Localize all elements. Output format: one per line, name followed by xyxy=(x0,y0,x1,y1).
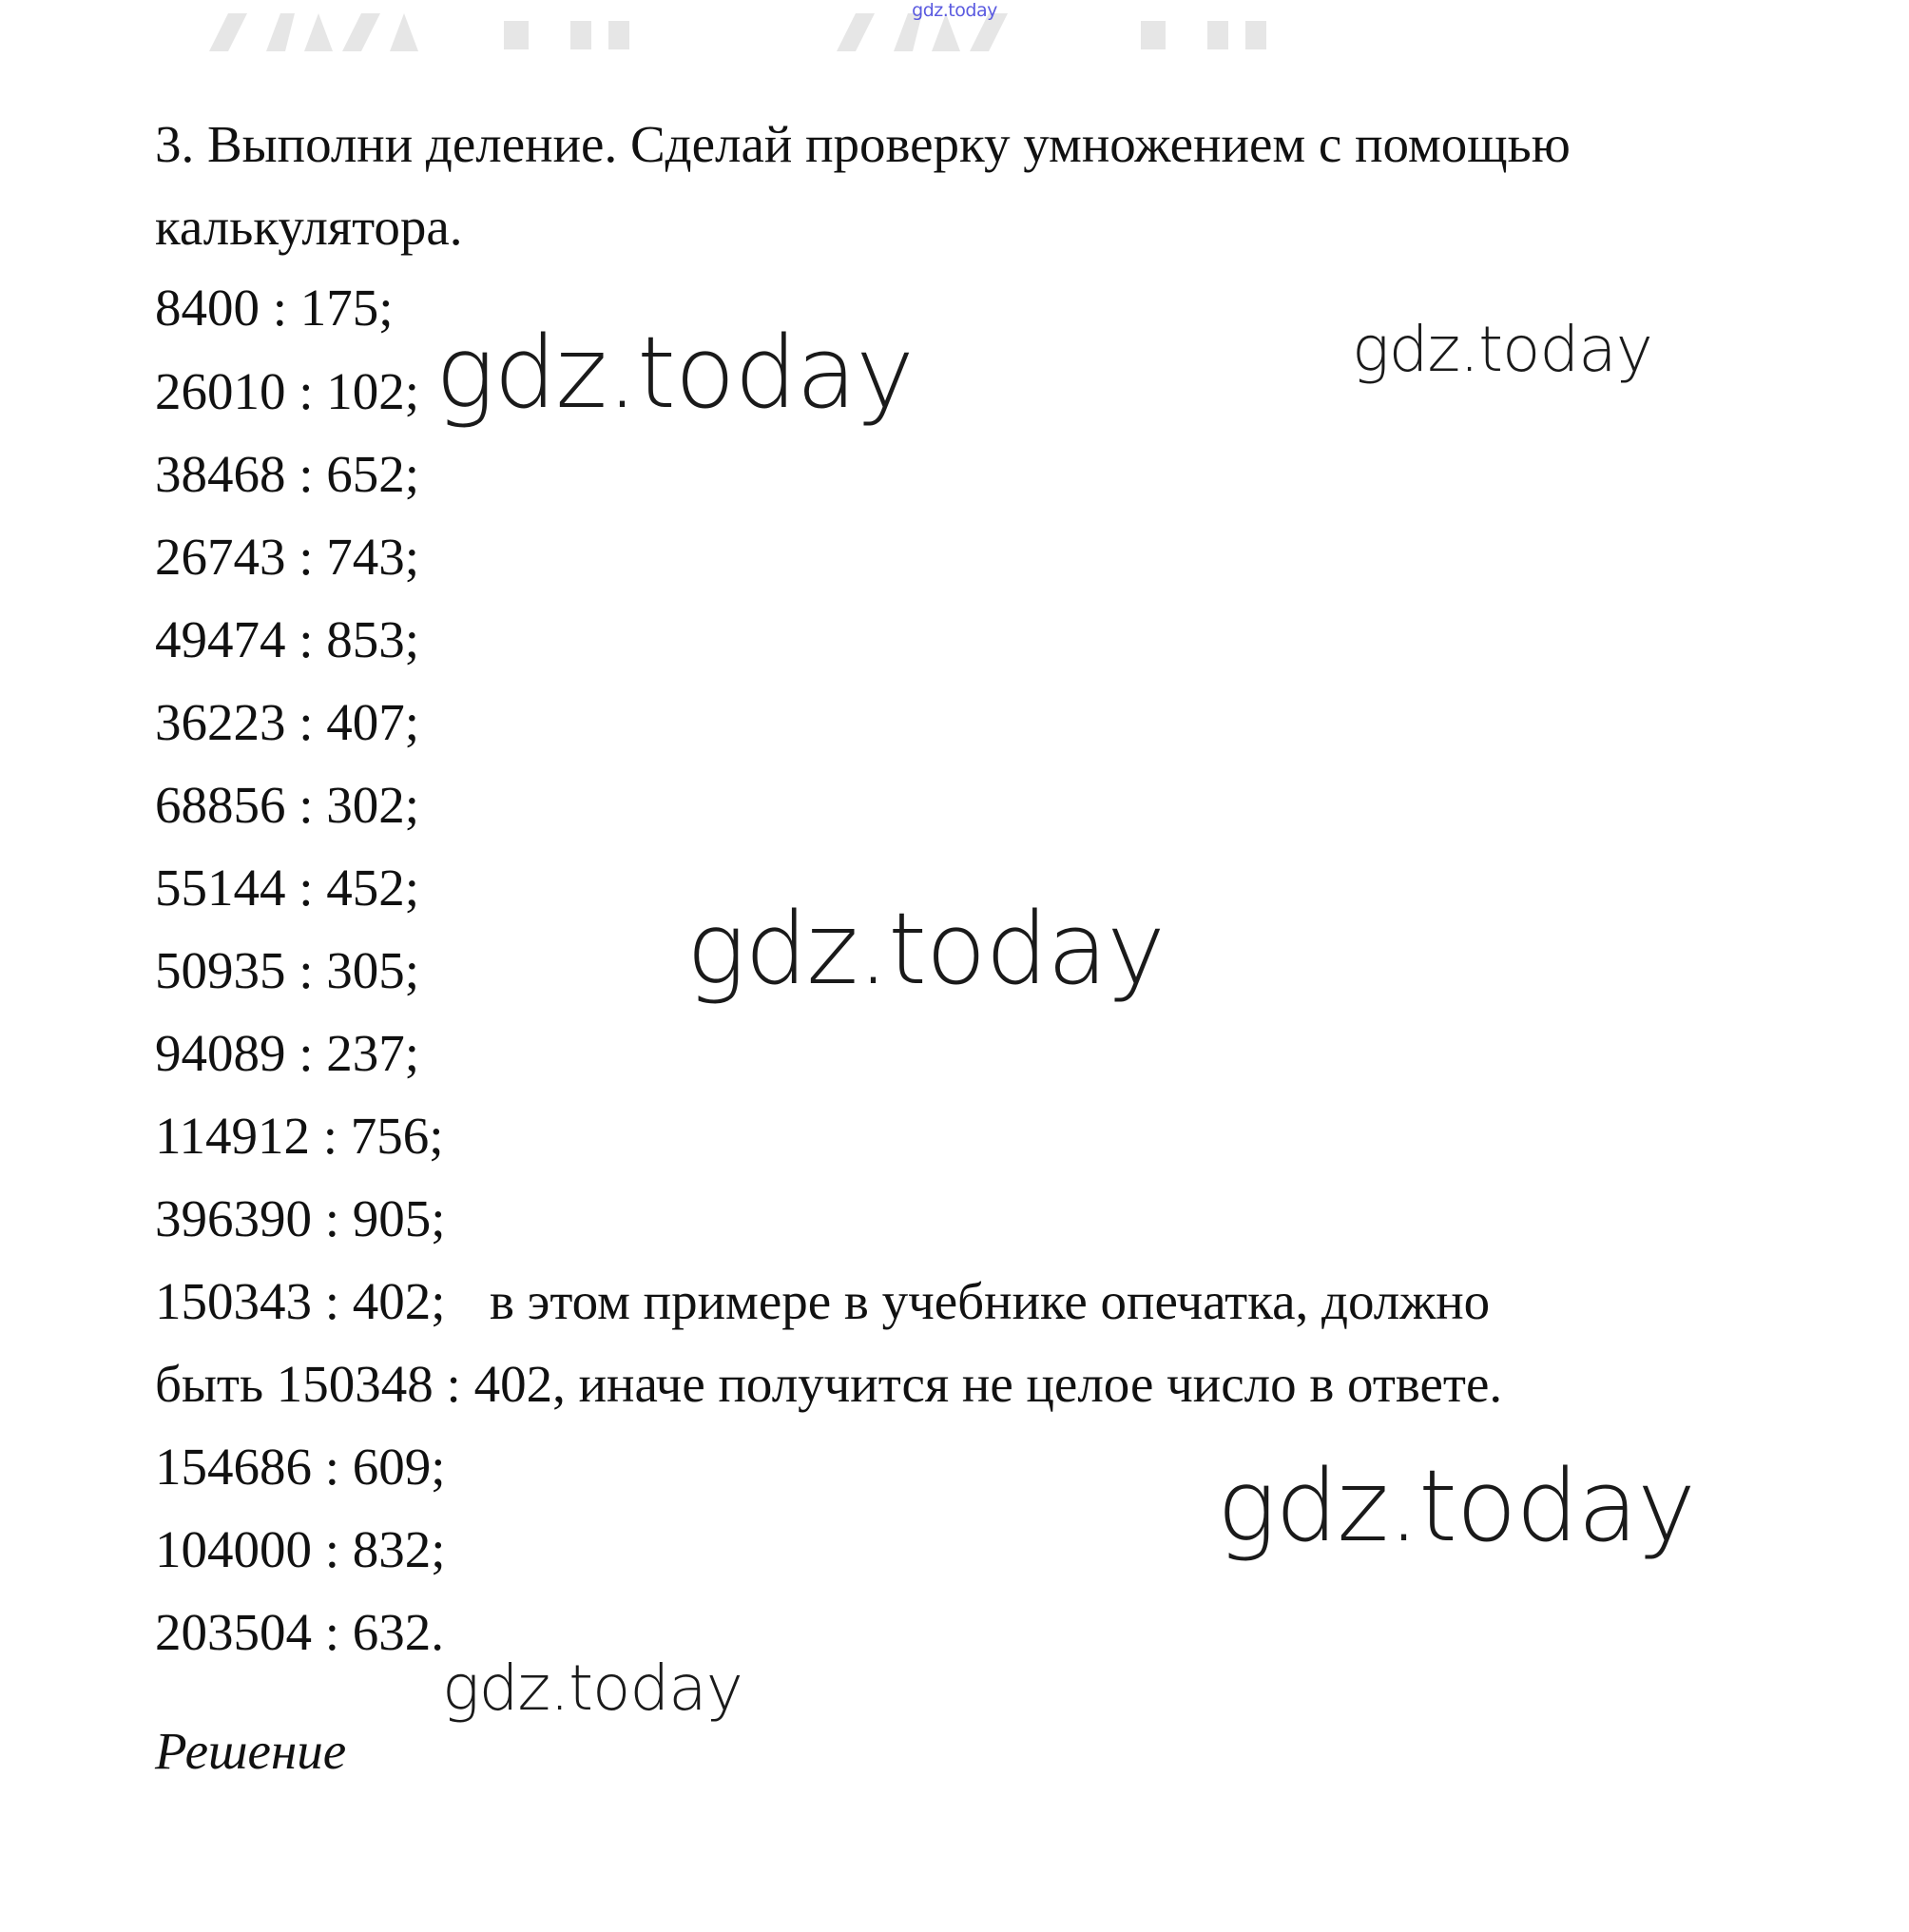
expression-item: 396390 : 905; xyxy=(155,1189,446,1247)
watermark: gdz.today xyxy=(686,891,1165,1007)
expression-item: 203504 : 632. xyxy=(155,1603,445,1661)
expression-item: 114912 : 756; xyxy=(155,1107,444,1165)
expression-item: 154686 : 609; xyxy=(155,1438,446,1496)
watermark: gdz.today xyxy=(1352,313,1652,386)
task-line-2: калькулятора. xyxy=(155,198,463,256)
expression-item: 94089 : 237; xyxy=(155,1024,420,1082)
watermark: gdz.today xyxy=(442,1652,742,1725)
expression-item: 104000 : 832; xyxy=(155,1520,446,1578)
watermark: gdz.today xyxy=(1217,1448,1695,1564)
watermark: gdz.today xyxy=(435,315,914,431)
solution-label: Решение xyxy=(155,1722,347,1780)
expression-item: 26743 : 743; xyxy=(155,528,420,586)
top-watermark: gdz.today xyxy=(912,0,997,21)
expression-item: 68856 : 302; xyxy=(155,776,420,834)
expression-item: 26010 : 102; xyxy=(155,362,420,420)
expression-item: 8400 : 175; xyxy=(155,279,394,337)
expression-item: 49474 : 853; xyxy=(155,610,420,668)
expression-item: 36223 : 407; xyxy=(155,693,420,751)
expression-item: 38468 : 652; xyxy=(155,445,420,503)
expression-item: 150343 : 402; xyxy=(155,1272,446,1330)
expression-item: 50935 : 305; xyxy=(155,941,420,999)
typo-note-continuation: быть 150348 : 402, иначе получится не целое число в ответе. xyxy=(155,1355,1503,1413)
task-line-1: 3. Выполни деление. Сделай проверку умножением с помощью xyxy=(155,115,1571,173)
typo-note: в этом примере в учебнике опечатка, должно xyxy=(490,1272,1491,1330)
expression-item: 55144 : 452; xyxy=(155,859,420,917)
